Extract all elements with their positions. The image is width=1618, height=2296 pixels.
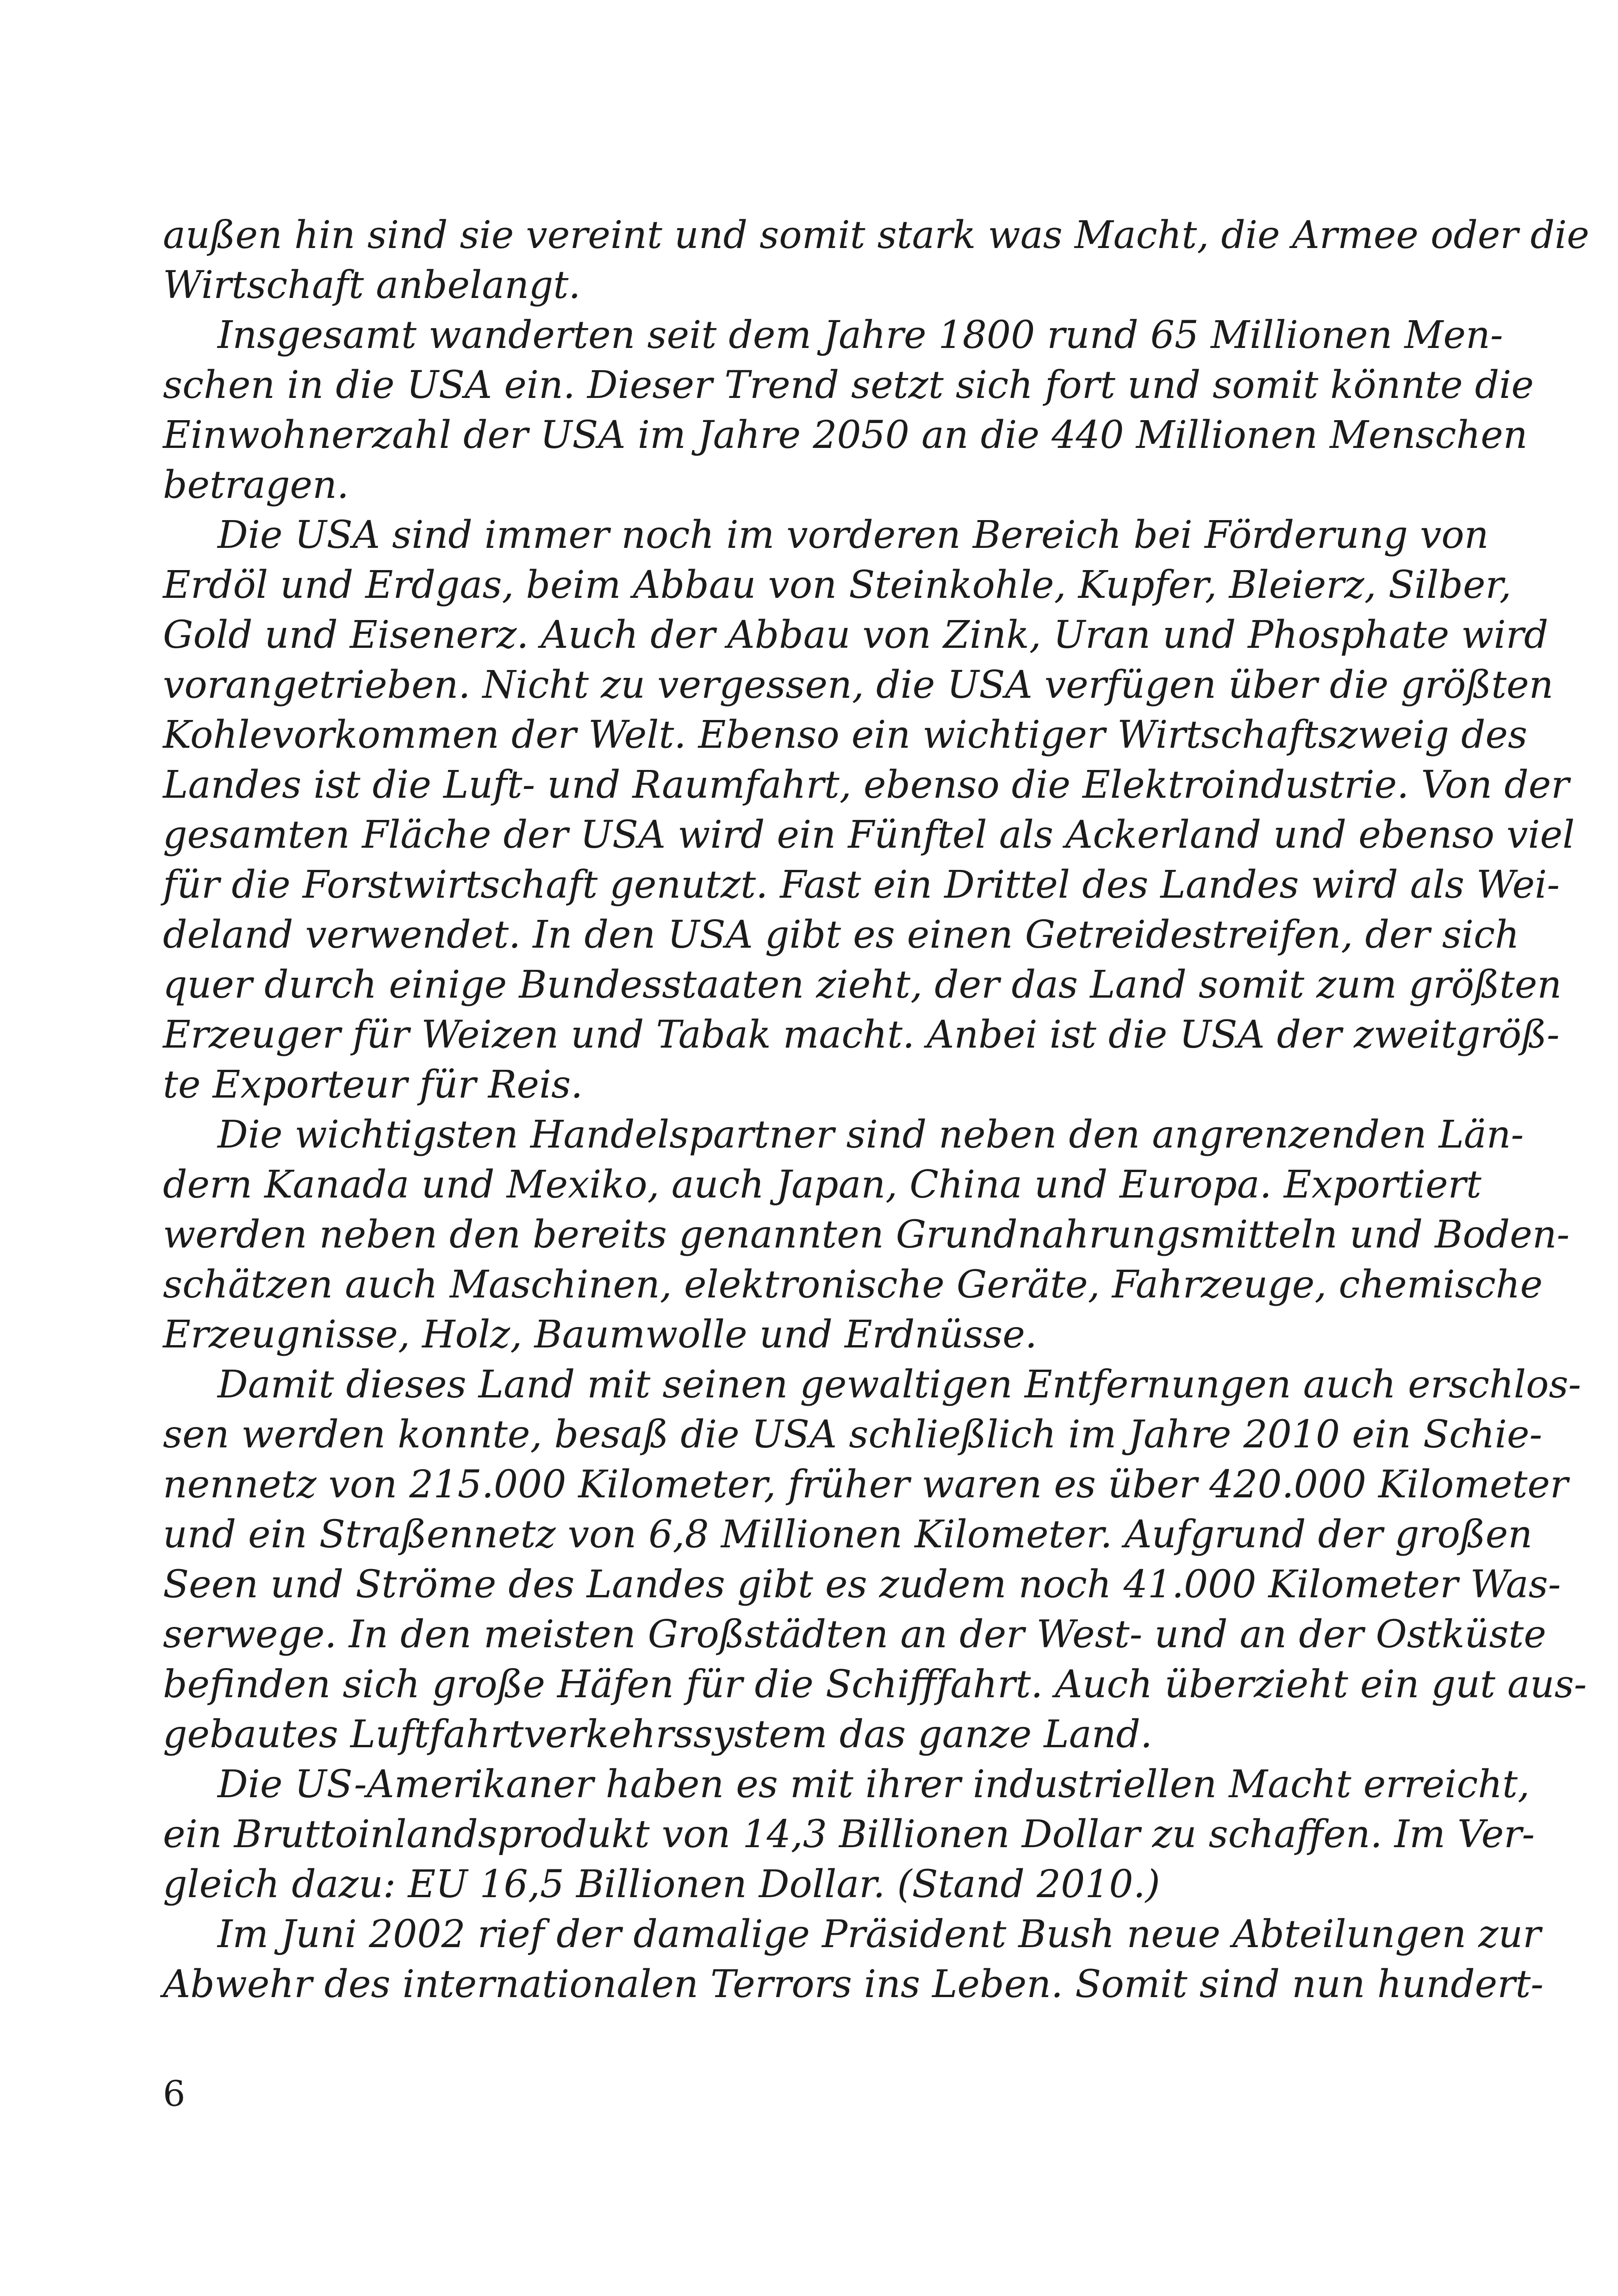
text-line: ein Bruttoinlandsprodukt von 14,3 Billionen Dollar zu schaffen. Im Ver-	[163, 1812, 1535, 1856]
text-line: für die Forstwirtschaft genutzt. Fast ein Drittel des Landes wird als Wei-	[163, 863, 1560, 907]
page-number: 6	[163, 2073, 186, 2114]
text-line: gesamten Fläche der USA wird ein Fünftel als Ackerland und ebenso viel	[163, 813, 1575, 857]
text-line: nennetz von 215.000 Kilometer, früher waren es über 420.000 Kilometer	[163, 1463, 1568, 1507]
text-line: Gold und Eisenerz. Auch der Abbau von Zink, Uran und Phosphate wird	[163, 613, 1549, 657]
text-line: gebautes Luftfahrtverkehrssystem das ganze Land.	[163, 1713, 1152, 1756]
text-line: deland verwendet. In den USA gibt es einen Getreidestreifen, der sich	[163, 913, 1519, 957]
text-line: außen hin sind sie vereint und somit stark was Macht, die Armee oder die	[163, 213, 1589, 257]
text-line: Erzeugnisse, Holz, Baumwolle und Erdnüsse.	[163, 1313, 1037, 1357]
text-line: quer durch einige Bundesstaaten zieht, der das Land somit zum größten	[163, 963, 1562, 1007]
text-line: Seen und Ströme des Landes gibt es zudem noch 41.000 Kilometer Was-	[163, 1563, 1561, 1607]
text-line: Landes ist die Luft- und Raumfahrt, ebenso die Elektroindustrie. Von der	[163, 763, 1569, 807]
text-line: Im Juni 2002 rief der damalige Präsident Bush neue Abteilungen zur	[218, 1912, 1541, 1956]
text-line: Wirtschaft anbelangt.	[163, 263, 581, 307]
text-line: Erzeuger für Weizen und Tabak macht. Anbei ist die USA der zweitgröß-	[163, 1013, 1560, 1057]
body-text	[163, 211, 1589, 2010]
text-line: schen in die USA ein. Dieser Trend setzt sich fort und somit könnte die	[163, 363, 1534, 407]
text-line: Insgesamt wanderten seit dem Jahre 1800 rund 65 Millionen Men-	[218, 313, 1503, 357]
text-line: Kohlevorkommen der Welt. Ebenso ein wichtiger Wirtschaftszweig des	[163, 713, 1528, 757]
text-line: Die USA sind immer noch im vorderen Bereich bei Förderung von	[218, 513, 1489, 557]
text-line: sen werden konnte, besaß die USA schließlich im Jahre 2010 ein Schie-	[163, 1413, 1543, 1457]
text-line: te Exporteur für Reis.	[163, 1063, 583, 1107]
text-line: betragen.	[163, 463, 349, 507]
text-line: Die US-Amerikaner haben es mit ihrer industriellen Macht erreicht,	[218, 1762, 1530, 1806]
text-line: und ein Straßennetz von 6,8 Millionen Kilometer. Aufgrund der großen	[163, 1513, 1533, 1557]
text-line: dern Kanada und Mexiko, auch Japan, China und Europa. Exportiert	[163, 1163, 1481, 1207]
text-line: Damit dieses Land mit seinen gewaltigen Entfernungen auch erschlos-	[218, 1363, 1581, 1407]
text-line: werden neben den bereits genannten Grundnahrungsmitteln und Boden-	[163, 1213, 1570, 1257]
text-line: Erdöl und Erdgas, beim Abbau von Steinkohle, Kupfer, Bleierz, Silber,	[163, 563, 1512, 607]
text-line: Einwohnerzahl der USA im Jahre 2050 an die 440 Millionen Menschen	[163, 413, 1528, 457]
text-line: gleich dazu: EU 16,5 Billionen Dollar. (Stand 2010.)	[163, 1862, 1160, 1906]
text-line: vorangetrieben. Nicht zu vergessen, die USA verfügen über die größten	[163, 663, 1554, 707]
text-line: befinden sich große Häfen für die Schifffahrt. Auch überzieht ein gut aus-	[163, 1663, 1587, 1706]
text-line: serwege. In den meisten Großstädten an der West- und an der Ostküste	[163, 1613, 1546, 1657]
text-line: Abwehr des internationalen Terrors ins Leben. Somit sind nun hundert-	[163, 1962, 1544, 2006]
text-line: schätzen auch Maschinen, elektronische Geräte, Fahrzeuge, chemische	[163, 1263, 1543, 1307]
text-line: Die wichtigsten Handelspartner sind neben den angrenzenden Län-	[218, 1113, 1524, 1157]
